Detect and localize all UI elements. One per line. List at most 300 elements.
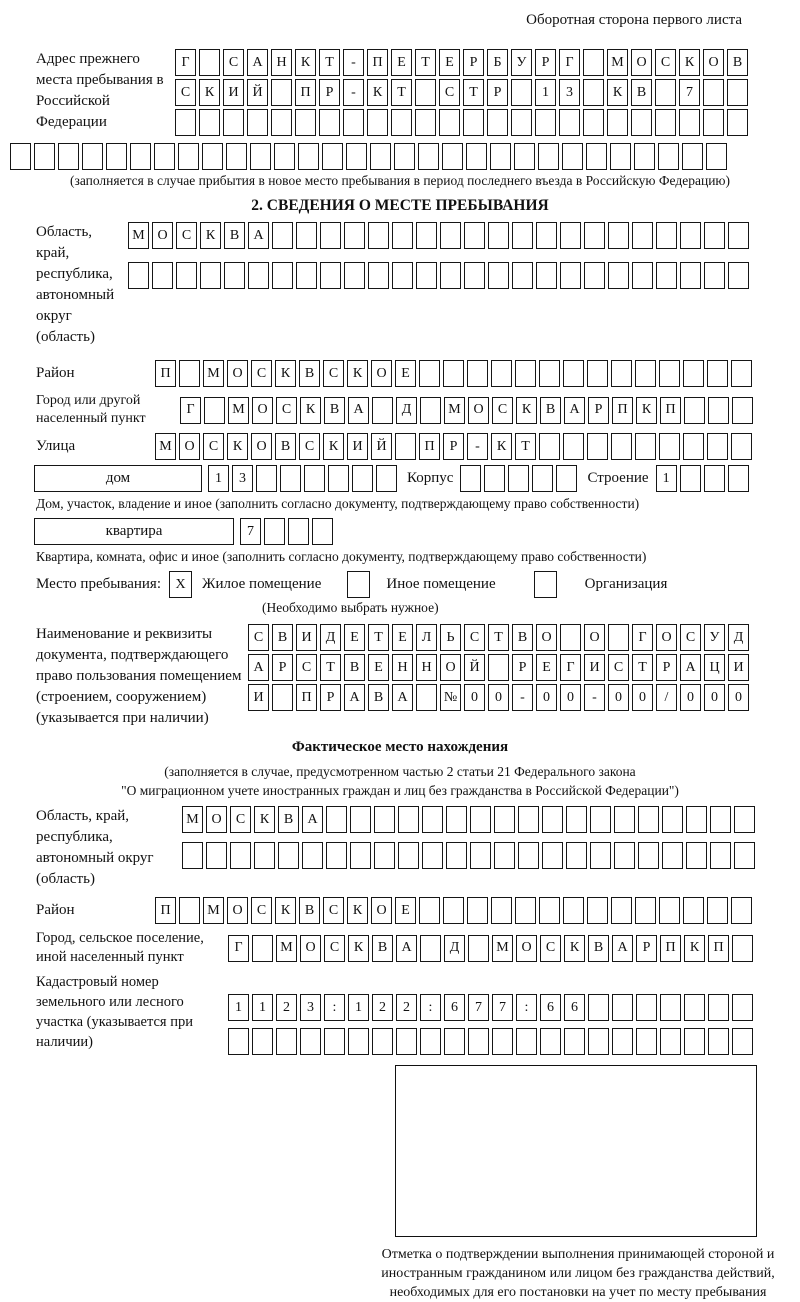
char-box[interactable]: 1 xyxy=(208,465,229,492)
char-box[interactable]: 1 xyxy=(656,465,677,492)
char-box[interactable]: Й xyxy=(371,433,392,460)
char-box[interactable] xyxy=(708,1028,729,1055)
char-box[interactable]: В xyxy=(299,897,320,924)
char-box[interactable] xyxy=(566,842,587,869)
char-box[interactable]: № xyxy=(440,684,461,711)
char-box[interactable] xyxy=(492,1028,513,1055)
char-box[interactable]: Е xyxy=(344,624,365,651)
house-name-box[interactable]: дом xyxy=(34,465,202,492)
char-box[interactable]: К xyxy=(323,433,344,460)
char-box[interactable]: А xyxy=(248,222,269,249)
char-box[interactable] xyxy=(584,222,605,249)
char-box[interactable]: С xyxy=(203,433,224,460)
char-box[interactable] xyxy=(250,143,271,170)
char-box[interactable] xyxy=(326,842,347,869)
char-box[interactable] xyxy=(348,1028,369,1055)
char-box[interactable]: С xyxy=(230,806,251,833)
char-box[interactable] xyxy=(608,624,629,651)
char-box[interactable]: П xyxy=(708,935,729,962)
char-box[interactable] xyxy=(680,262,701,289)
char-box[interactable]: У xyxy=(704,624,725,651)
char-box[interactable] xyxy=(590,806,611,833)
char-box[interactable] xyxy=(223,109,244,136)
char-box[interactable] xyxy=(372,1028,393,1055)
char-box[interactable]: Е xyxy=(536,654,557,681)
char-box[interactable]: К xyxy=(199,79,220,106)
char-box[interactable]: О xyxy=(584,624,605,651)
char-box[interactable] xyxy=(419,360,440,387)
char-box[interactable]: Б xyxy=(487,49,508,76)
char-box[interactable] xyxy=(439,109,460,136)
char-box[interactable]: А xyxy=(612,935,633,962)
char-box[interactable] xyxy=(518,806,539,833)
char-box[interactable] xyxy=(514,143,535,170)
char-box[interactable] xyxy=(727,79,748,106)
char-box[interactable] xyxy=(662,842,683,869)
char-box[interactable] xyxy=(564,1028,585,1055)
char-box[interactable]: Г xyxy=(228,935,249,962)
char-box[interactable] xyxy=(727,109,748,136)
char-box[interactable]: Н xyxy=(271,49,292,76)
char-box[interactable]: 0 xyxy=(536,684,557,711)
char-box[interactable]: Д xyxy=(444,935,465,962)
char-box[interactable]: М xyxy=(607,49,628,76)
char-box[interactable]: К xyxy=(275,360,296,387)
char-box[interactable] xyxy=(516,1028,537,1055)
char-box[interactable] xyxy=(608,262,629,289)
char-box[interactable] xyxy=(344,262,365,289)
char-box[interactable]: А xyxy=(344,684,365,711)
char-box[interactable]: 1 xyxy=(252,994,273,1021)
char-box[interactable]: Г xyxy=(632,624,653,651)
char-box[interactable] xyxy=(588,994,609,1021)
char-box[interactable] xyxy=(320,262,341,289)
char-box[interactable] xyxy=(708,397,729,424)
char-box[interactable] xyxy=(226,143,247,170)
char-box[interactable] xyxy=(611,360,632,387)
char-box[interactable] xyxy=(444,1028,465,1055)
char-box[interactable] xyxy=(206,842,227,869)
char-box[interactable] xyxy=(488,262,509,289)
char-box[interactable]: К xyxy=(607,79,628,106)
char-box[interactable]: С xyxy=(655,49,676,76)
char-box[interactable] xyxy=(264,518,285,545)
char-box[interactable] xyxy=(467,360,488,387)
char-box[interactable]: С xyxy=(680,624,701,651)
char-box[interactable]: Й xyxy=(464,654,485,681)
char-box[interactable]: В xyxy=(272,624,293,651)
char-box[interactable] xyxy=(302,842,323,869)
char-box[interactable] xyxy=(312,518,333,545)
char-box[interactable]: 7 xyxy=(468,994,489,1021)
char-box[interactable] xyxy=(587,897,608,924)
char-box[interactable]: 2 xyxy=(372,994,393,1021)
char-box[interactable] xyxy=(352,465,373,492)
char-box[interactable]: 2 xyxy=(276,994,297,1021)
char-box[interactable] xyxy=(612,994,633,1021)
char-box[interactable] xyxy=(368,222,389,249)
char-box[interactable] xyxy=(326,806,347,833)
char-box[interactable] xyxy=(583,49,604,76)
char-box[interactable] xyxy=(304,465,325,492)
char-box[interactable]: 0 xyxy=(464,684,485,711)
char-box[interactable] xyxy=(732,994,753,1021)
char-box[interactable]: К xyxy=(347,360,368,387)
char-box[interactable]: С xyxy=(299,433,320,460)
char-box[interactable] xyxy=(614,806,635,833)
char-box[interactable]: - xyxy=(343,79,364,106)
char-box[interactable]: В xyxy=(278,806,299,833)
char-box[interactable] xyxy=(446,842,467,869)
char-box[interactable] xyxy=(659,360,680,387)
char-box[interactable]: К xyxy=(254,806,275,833)
char-box[interactable] xyxy=(559,109,580,136)
char-box[interactable]: 1 xyxy=(535,79,556,106)
char-box[interactable] xyxy=(636,994,657,1021)
char-box[interactable] xyxy=(422,806,443,833)
char-box[interactable]: М xyxy=(128,222,149,249)
char-box[interactable]: Р xyxy=(512,654,533,681)
char-box[interactable] xyxy=(199,109,220,136)
char-box[interactable] xyxy=(10,143,31,170)
stay-option-residential-checkbox[interactable]: X xyxy=(169,571,192,598)
char-box[interactable]: П xyxy=(612,397,633,424)
char-box[interactable] xyxy=(415,109,436,136)
char-box[interactable]: Т xyxy=(319,49,340,76)
char-box[interactable] xyxy=(467,897,488,924)
char-box[interactable]: С xyxy=(276,397,297,424)
char-box[interactable]: М xyxy=(228,397,249,424)
char-box[interactable]: 7 xyxy=(492,994,513,1021)
char-box[interactable]: С xyxy=(175,79,196,106)
char-box[interactable]: И xyxy=(584,654,605,681)
char-box[interactable] xyxy=(272,222,293,249)
char-box[interactable]: А xyxy=(680,654,701,681)
char-box[interactable] xyxy=(367,109,388,136)
char-box[interactable]: О xyxy=(252,397,273,424)
char-box[interactable]: М xyxy=(276,935,297,962)
char-box[interactable]: К xyxy=(295,49,316,76)
char-box[interactable] xyxy=(686,842,707,869)
char-box[interactable] xyxy=(443,897,464,924)
char-box[interactable]: Р xyxy=(272,654,293,681)
char-box[interactable] xyxy=(660,1028,681,1055)
char-box[interactable] xyxy=(536,262,557,289)
char-box[interactable] xyxy=(680,222,701,249)
char-box[interactable]: И xyxy=(728,654,749,681)
char-box[interactable]: Д xyxy=(320,624,341,651)
char-box[interactable]: Е xyxy=(391,49,412,76)
char-box[interactable] xyxy=(418,143,439,170)
char-box[interactable]: К xyxy=(636,397,657,424)
char-box[interactable] xyxy=(128,262,149,289)
char-box[interactable]: С xyxy=(323,897,344,924)
char-box[interactable] xyxy=(539,360,560,387)
char-box[interactable]: В xyxy=(368,684,389,711)
char-box[interactable] xyxy=(468,1028,489,1055)
char-box[interactable]: С xyxy=(223,49,244,76)
char-box[interactable]: С xyxy=(251,897,272,924)
char-box[interactable]: Д xyxy=(728,624,749,651)
char-box[interactable] xyxy=(200,262,221,289)
char-box[interactable]: М xyxy=(444,397,465,424)
char-box[interactable] xyxy=(560,624,581,651)
char-box[interactable] xyxy=(566,806,587,833)
char-box[interactable] xyxy=(494,806,515,833)
char-box[interactable] xyxy=(731,433,752,460)
char-box[interactable]: О xyxy=(227,897,248,924)
char-box[interactable]: О xyxy=(179,433,200,460)
char-box[interactable]: 6 xyxy=(564,994,585,1021)
char-box[interactable] xyxy=(272,684,293,711)
char-box[interactable] xyxy=(638,842,659,869)
char-box[interactable]: П xyxy=(295,79,316,106)
char-box[interactable] xyxy=(583,109,604,136)
char-box[interactable]: К xyxy=(300,397,321,424)
char-box[interactable]: О xyxy=(206,806,227,833)
char-box[interactable]: С xyxy=(608,654,629,681)
char-box[interactable] xyxy=(395,433,416,460)
char-box[interactable] xyxy=(343,109,364,136)
char-box[interactable]: О xyxy=(251,433,272,460)
char-box[interactable] xyxy=(328,465,349,492)
char-box[interactable] xyxy=(280,465,301,492)
char-box[interactable] xyxy=(512,222,533,249)
char-box[interactable]: П xyxy=(155,360,176,387)
char-box[interactable] xyxy=(683,433,704,460)
char-box[interactable]: С xyxy=(251,360,272,387)
char-box[interactable] xyxy=(247,109,268,136)
char-box[interactable] xyxy=(656,222,677,249)
char-box[interactable] xyxy=(176,262,197,289)
char-box[interactable]: Т xyxy=(632,654,653,681)
char-box[interactable]: 2 xyxy=(396,994,417,1021)
char-box[interactable] xyxy=(728,222,749,249)
char-box[interactable] xyxy=(607,109,628,136)
char-box[interactable]: Р xyxy=(319,79,340,106)
char-box[interactable] xyxy=(610,143,631,170)
char-box[interactable]: П xyxy=(660,935,681,962)
char-box[interactable] xyxy=(532,465,553,492)
char-box[interactable] xyxy=(256,465,277,492)
char-box[interactable] xyxy=(635,897,656,924)
char-box[interactable] xyxy=(320,222,341,249)
char-box[interactable] xyxy=(635,433,656,460)
char-box[interactable]: П xyxy=(660,397,681,424)
char-box[interactable]: Р xyxy=(535,49,556,76)
char-box[interactable] xyxy=(563,433,584,460)
char-box[interactable] xyxy=(204,397,225,424)
char-box[interactable] xyxy=(440,262,461,289)
char-box[interactable] xyxy=(440,222,461,249)
char-box[interactable]: Е xyxy=(395,897,416,924)
char-box[interactable] xyxy=(490,143,511,170)
char-box[interactable] xyxy=(460,465,481,492)
char-box[interactable]: К xyxy=(516,397,537,424)
char-box[interactable] xyxy=(130,143,151,170)
char-box[interactable] xyxy=(706,143,727,170)
char-box[interactable] xyxy=(368,262,389,289)
char-box[interactable] xyxy=(374,806,395,833)
char-box[interactable] xyxy=(415,79,436,106)
char-box[interactable] xyxy=(175,109,196,136)
char-box[interactable]: Г xyxy=(560,654,581,681)
char-box[interactable] xyxy=(376,465,397,492)
char-box[interactable]: У xyxy=(511,49,532,76)
char-box[interactable]: О xyxy=(152,222,173,249)
char-box[interactable] xyxy=(556,465,577,492)
char-box[interactable] xyxy=(710,806,731,833)
char-box[interactable] xyxy=(728,465,749,492)
char-box[interactable] xyxy=(370,143,391,170)
char-box[interactable]: С xyxy=(464,624,485,651)
char-box[interactable] xyxy=(464,222,485,249)
char-box[interactable] xyxy=(708,994,729,1021)
char-box[interactable] xyxy=(734,842,755,869)
char-box[interactable]: 0 xyxy=(632,684,653,711)
char-box[interactable] xyxy=(583,79,604,106)
char-box[interactable] xyxy=(278,842,299,869)
char-box[interactable]: П xyxy=(296,684,317,711)
char-box[interactable] xyxy=(684,1028,705,1055)
char-box[interactable] xyxy=(634,143,655,170)
char-box[interactable]: А xyxy=(247,49,268,76)
char-box[interactable]: 1 xyxy=(228,994,249,1021)
char-box[interactable] xyxy=(659,433,680,460)
char-box[interactable] xyxy=(248,262,269,289)
char-box[interactable] xyxy=(296,222,317,249)
char-box[interactable]: О xyxy=(516,935,537,962)
char-box[interactable] xyxy=(419,897,440,924)
char-box[interactable]: 0 xyxy=(704,684,725,711)
char-box[interactable]: А xyxy=(564,397,585,424)
char-box[interactable] xyxy=(515,897,536,924)
char-box[interactable]: О xyxy=(656,624,677,651)
char-box[interactable] xyxy=(535,109,556,136)
char-box[interactable]: - xyxy=(512,684,533,711)
char-box[interactable] xyxy=(488,654,509,681)
char-box[interactable] xyxy=(710,842,731,869)
char-box[interactable] xyxy=(350,806,371,833)
char-box[interactable] xyxy=(464,262,485,289)
char-box[interactable]: Л xyxy=(416,624,437,651)
char-box[interactable] xyxy=(491,360,512,387)
char-box[interactable]: Н xyxy=(392,654,413,681)
char-box[interactable]: 3 xyxy=(559,79,580,106)
char-box[interactable]: В xyxy=(275,433,296,460)
char-box[interactable]: А xyxy=(248,654,269,681)
char-box[interactable] xyxy=(704,465,725,492)
char-box[interactable] xyxy=(442,143,463,170)
char-box[interactable]: Т xyxy=(488,624,509,651)
char-box[interactable]: В xyxy=(631,79,652,106)
char-box[interactable]: С xyxy=(248,624,269,651)
char-box[interactable]: М xyxy=(203,897,224,924)
char-box[interactable]: Р xyxy=(656,654,677,681)
char-box[interactable] xyxy=(542,806,563,833)
char-box[interactable] xyxy=(468,935,489,962)
char-box[interactable] xyxy=(508,465,529,492)
char-box[interactable]: А xyxy=(302,806,323,833)
char-box[interactable]: 6 xyxy=(540,994,561,1021)
apartment-name-box[interactable]: квартира xyxy=(34,518,234,545)
char-box[interactable] xyxy=(82,143,103,170)
char-box[interactable]: К xyxy=(347,897,368,924)
char-box[interactable] xyxy=(346,143,367,170)
char-box[interactable] xyxy=(228,1028,249,1055)
char-box[interactable]: Е xyxy=(392,624,413,651)
char-box[interactable] xyxy=(511,79,532,106)
char-box[interactable]: : xyxy=(420,994,441,1021)
char-box[interactable] xyxy=(638,806,659,833)
char-box[interactable] xyxy=(590,842,611,869)
char-box[interactable]: В xyxy=(540,397,561,424)
char-box[interactable] xyxy=(319,109,340,136)
char-box[interactable]: И xyxy=(223,79,244,106)
char-box[interactable] xyxy=(272,262,293,289)
stay-option-organization-checkbox[interactable] xyxy=(534,571,557,598)
char-box[interactable] xyxy=(58,143,79,170)
char-box[interactable]: Т xyxy=(463,79,484,106)
char-box[interactable] xyxy=(391,109,412,136)
char-box[interactable]: С xyxy=(540,935,561,962)
char-box[interactable]: С xyxy=(324,935,345,962)
char-box[interactable] xyxy=(106,143,127,170)
char-box[interactable] xyxy=(560,222,581,249)
char-box[interactable] xyxy=(731,897,752,924)
char-box[interactable] xyxy=(374,842,395,869)
char-box[interactable] xyxy=(252,1028,273,1055)
char-box[interactable]: 3 xyxy=(232,465,253,492)
char-box[interactable]: С xyxy=(296,654,317,681)
char-box[interactable] xyxy=(394,143,415,170)
char-box[interactable]: 0 xyxy=(488,684,509,711)
char-box[interactable]: Г xyxy=(180,397,201,424)
char-box[interactable] xyxy=(511,109,532,136)
char-box[interactable] xyxy=(584,262,605,289)
char-box[interactable]: В xyxy=(588,935,609,962)
char-box[interactable]: К xyxy=(367,79,388,106)
char-box[interactable]: Т xyxy=(368,624,389,651)
char-box[interactable]: Ь xyxy=(440,624,461,651)
char-box[interactable] xyxy=(562,143,583,170)
char-box[interactable]: К xyxy=(564,935,585,962)
char-box[interactable]: 0 xyxy=(728,684,749,711)
char-box[interactable]: Т xyxy=(320,654,341,681)
char-box[interactable] xyxy=(392,222,413,249)
char-box[interactable]: Т xyxy=(415,49,436,76)
char-box[interactable]: Р xyxy=(636,935,657,962)
char-box[interactable] xyxy=(416,262,437,289)
char-box[interactable]: К xyxy=(679,49,700,76)
char-box[interactable] xyxy=(470,806,491,833)
char-box[interactable]: П xyxy=(155,897,176,924)
char-box[interactable] xyxy=(684,397,705,424)
char-box[interactable] xyxy=(420,1028,441,1055)
char-box[interactable]: Н xyxy=(416,654,437,681)
char-box[interactable] xyxy=(540,1028,561,1055)
char-box[interactable]: Т xyxy=(391,79,412,106)
char-box[interactable] xyxy=(662,806,683,833)
char-box[interactable]: О xyxy=(371,897,392,924)
char-box[interactable] xyxy=(686,806,707,833)
char-box[interactable] xyxy=(350,842,371,869)
char-box[interactable]: М xyxy=(155,433,176,460)
char-box[interactable] xyxy=(683,360,704,387)
char-box[interactable] xyxy=(518,842,539,869)
char-box[interactable]: И xyxy=(296,624,317,651)
char-box[interactable] xyxy=(179,360,200,387)
